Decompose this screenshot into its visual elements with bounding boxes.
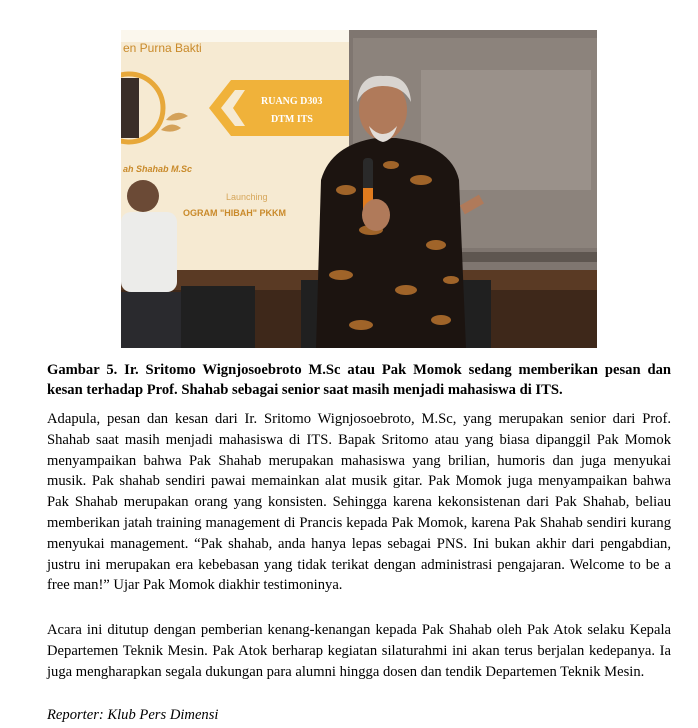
svg-text:DTM ITS: DTM ITS bbox=[271, 114, 313, 125]
launching-label: Launching bbox=[226, 192, 268, 202]
portrait-name: ah Shahab M.Sc bbox=[123, 164, 193, 174]
event-photo bbox=[121, 30, 597, 348]
body-paragraph-2: Acara ini ditutup dengan pemberian kenang-kenangan kepada Pak Shahab oleh Pak Atok selaku Kepala Departemen Teknik Mesin. Pak Atok berharap kegiatan silaturahmi ini akan terus berjalan kedepanya. Ia juga mengharapkan segala dukungan para alumni hingga dosen dan tendik Departemen Teknik Mesin. bbox=[47, 622, 671, 680]
banner-title: en Purna Bakti bbox=[123, 41, 202, 55]
seated-person bbox=[127, 180, 159, 212]
body-paragraph-1: Adapula, pesan dan kesan dari Ir. Sritomo Wignjosoebroto, M.Sc, yang merupakan senior dari Prof. Shahab saat masih menjadi mahasiswa di ITS. Bapak Sritomo atau yang biasa dipanggil Pak Momok menyampaikan bahwa Pak Shahab merupakan mahasiswa yang brilian, humoris dan juga menyukai musik. Pak shahab sendiri pawai memainkan alat musik gitar. Pak Momok juga menyampaikan bahwa Pak Shahab merupakan orang yang konsisten. Sehingga karena kekonsistenan dari Pak Shahab, beliau memberikan jatah training management di Prancis kepada Pak Momok, karena Pak Shahab sendiri kurang menyukai management. “Pak shahab, anda hanya lepas sebagai PNS. Ini bukan akhir dari pengabdian, justru ini merupakan era kebebasan yang tidak terikat dengan administrasi pengajaran. Welcome to be a free man!” Ujar Pak Momok diakhir testimoninya. bbox=[47, 411, 671, 594]
room-sign-line: RUANG D303 bbox=[261, 96, 323, 107]
program-label: OGRAM "HIBAH" PKKM bbox=[183, 208, 287, 218]
photo-illustration bbox=[121, 30, 597, 348]
microphone bbox=[363, 158, 373, 192]
reporter-credit: Reporter: Klub Pers Dimensi bbox=[47, 707, 219, 723]
chair bbox=[181, 286, 255, 348]
figure-caption: Gambar 5. Ir. Sritomo Wignjosoebroto M.Sc atau Pak Momok sedang memberikan pesan dan kesan terhadap Prof. Shahab sebagai senior saat masih menjadi mahasiswa di ITS. bbox=[47, 362, 671, 398]
